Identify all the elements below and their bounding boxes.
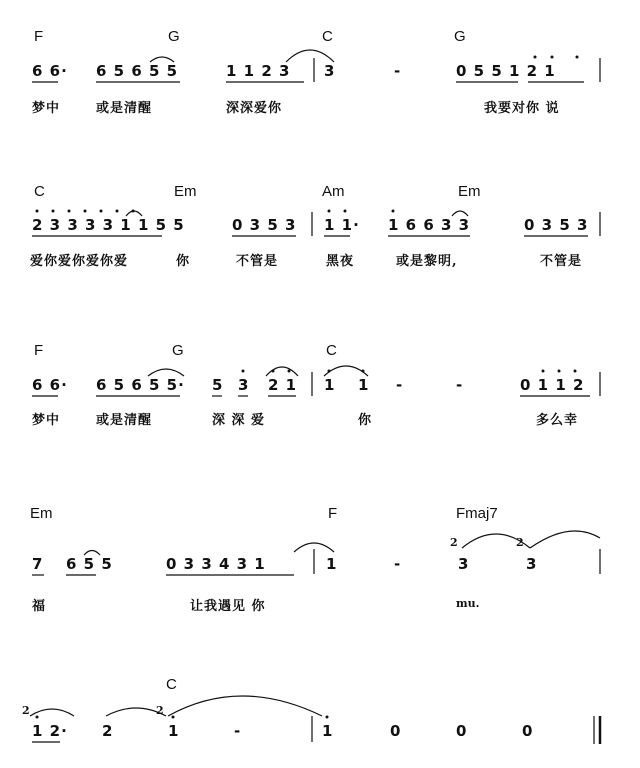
octave-dot bbox=[326, 716, 329, 719]
slur bbox=[148, 369, 184, 376]
grace-note: 2 bbox=[156, 704, 164, 717]
chord-symbol: G bbox=[454, 28, 466, 45]
note-group: 2 3 3 3 3 1 1 5 5 bbox=[32, 216, 185, 234]
note-group: 6 5 6 5 5· bbox=[96, 376, 185, 394]
lyric-text: 或是清醒 bbox=[96, 101, 153, 116]
chord-symbol: C bbox=[322, 28, 333, 45]
rest-zero: 0 bbox=[456, 722, 468, 740]
note-group: 6 5 5 bbox=[66, 555, 113, 573]
rest-zero: 0 bbox=[522, 722, 534, 740]
slur bbox=[530, 531, 600, 548]
lyric-text: 深深爱你 bbox=[226, 101, 283, 116]
chord-symbol: Fmaj7 bbox=[456, 505, 498, 522]
note-group: 1 1 2 3 bbox=[226, 62, 291, 80]
rest-dash: - bbox=[234, 722, 242, 740]
note-group: 1 6 6 3 3 bbox=[388, 216, 471, 234]
lyric-text: 你 bbox=[176, 254, 191, 269]
grace-note: 2 bbox=[450, 536, 458, 549]
lyric-text: 梦中 bbox=[32, 413, 61, 428]
note: 1 bbox=[326, 555, 338, 573]
octave-dot bbox=[344, 210, 347, 213]
note-group: 0 3 3 4 3 1 bbox=[166, 555, 266, 573]
octave-dot bbox=[558, 370, 561, 373]
lyric-text: 或是黎明, bbox=[396, 254, 458, 269]
note-group: 3 bbox=[324, 62, 336, 80]
lyric-text: 我要对你 说 bbox=[484, 101, 560, 116]
octave-dot bbox=[551, 56, 554, 59]
chord-symbol: Em bbox=[30, 505, 53, 522]
octave-dot bbox=[84, 210, 87, 213]
octave-dot bbox=[132, 210, 135, 213]
note: 1 bbox=[324, 376, 336, 394]
rest-dash: - bbox=[456, 376, 464, 394]
note-group: 0 3 5 3 bbox=[232, 216, 297, 234]
octave-dot bbox=[534, 56, 537, 59]
note: 3 bbox=[526, 555, 538, 573]
slur bbox=[168, 696, 322, 716]
lyric-text: 多么幸 bbox=[536, 413, 579, 428]
note-group: 1 2· bbox=[32, 722, 68, 740]
chord-symbol: C bbox=[166, 676, 177, 693]
rest-dash: - bbox=[394, 62, 402, 80]
octave-dot bbox=[36, 210, 39, 213]
octave-dot bbox=[576, 56, 579, 59]
note: 1 bbox=[358, 376, 370, 394]
rest-dash: - bbox=[396, 376, 404, 394]
lyric-text: 不管是 bbox=[540, 254, 583, 269]
octave-dot bbox=[362, 370, 365, 373]
slur bbox=[266, 367, 298, 376]
note-group: 6 5 6 5 5 bbox=[96, 62, 179, 80]
note: 2 bbox=[102, 722, 114, 740]
lyric-text: 深 深 爱 bbox=[212, 413, 266, 428]
lyric-text: 让我遇见 你 bbox=[190, 599, 266, 614]
octave-dot bbox=[100, 210, 103, 213]
note-group: 2 1 bbox=[268, 376, 298, 394]
note-group: 0 1 1 2 bbox=[520, 376, 585, 394]
chord-symbol: C bbox=[34, 183, 45, 200]
rest-dash: - bbox=[394, 555, 402, 573]
rest-zero: 0 bbox=[390, 722, 402, 740]
note-group: 6 6· bbox=[32, 376, 68, 394]
chord-symbol: F bbox=[328, 505, 338, 522]
note: 7 bbox=[32, 555, 44, 573]
slur bbox=[294, 543, 334, 552]
note: 5 bbox=[212, 376, 224, 394]
lyric-text: 不管是 bbox=[236, 254, 279, 269]
note: 1 bbox=[168, 722, 180, 740]
note-group: 0 5 5 1 2 1 bbox=[456, 62, 556, 80]
chord-symbol: G bbox=[172, 342, 184, 359]
note-group: 0 3 5 3 bbox=[524, 216, 589, 234]
lyric-text: 爱你爱你爱你爱 bbox=[30, 254, 129, 269]
chord-symbol: C bbox=[326, 342, 337, 359]
lyric-text: 黑夜 bbox=[326, 254, 355, 269]
chord-symbol: Am bbox=[322, 183, 345, 200]
lyric-text: mu. bbox=[456, 597, 480, 610]
octave-dot bbox=[392, 210, 395, 213]
grace-note: 2 bbox=[516, 536, 524, 549]
note-group: 1 1· bbox=[324, 216, 360, 234]
grace-note: 2 bbox=[22, 704, 30, 717]
chord-symbol: Em bbox=[174, 183, 197, 200]
slur bbox=[286, 50, 334, 62]
chord-symbol: Em bbox=[458, 183, 481, 200]
octave-dot bbox=[288, 370, 291, 373]
note: 3 bbox=[458, 555, 470, 573]
octave-dot bbox=[574, 370, 577, 373]
chord-symbol: F bbox=[34, 342, 44, 359]
octave-dot bbox=[172, 716, 175, 719]
octave-dot bbox=[542, 370, 545, 373]
note-group: 6 6· bbox=[32, 62, 68, 80]
octave-dot bbox=[242, 370, 245, 373]
lyric-text: 或是清醒 bbox=[96, 413, 153, 428]
lyric-text: 梦中 bbox=[32, 101, 61, 116]
octave-dot bbox=[328, 370, 331, 373]
octave-dot bbox=[272, 370, 275, 373]
octave-dot bbox=[68, 210, 71, 213]
note: 3 bbox=[238, 376, 250, 394]
note: 1 bbox=[322, 722, 334, 740]
lyric-text: 你 bbox=[358, 413, 373, 428]
slur bbox=[324, 366, 368, 376]
octave-dot bbox=[36, 716, 39, 719]
lyric-text: 福 bbox=[32, 599, 47, 614]
octave-dot bbox=[328, 210, 331, 213]
octave-dot bbox=[52, 210, 55, 213]
slur bbox=[30, 709, 74, 716]
octave-dot bbox=[116, 210, 119, 213]
chord-symbol: G bbox=[168, 28, 180, 45]
chord-symbol: F bbox=[34, 28, 44, 45]
